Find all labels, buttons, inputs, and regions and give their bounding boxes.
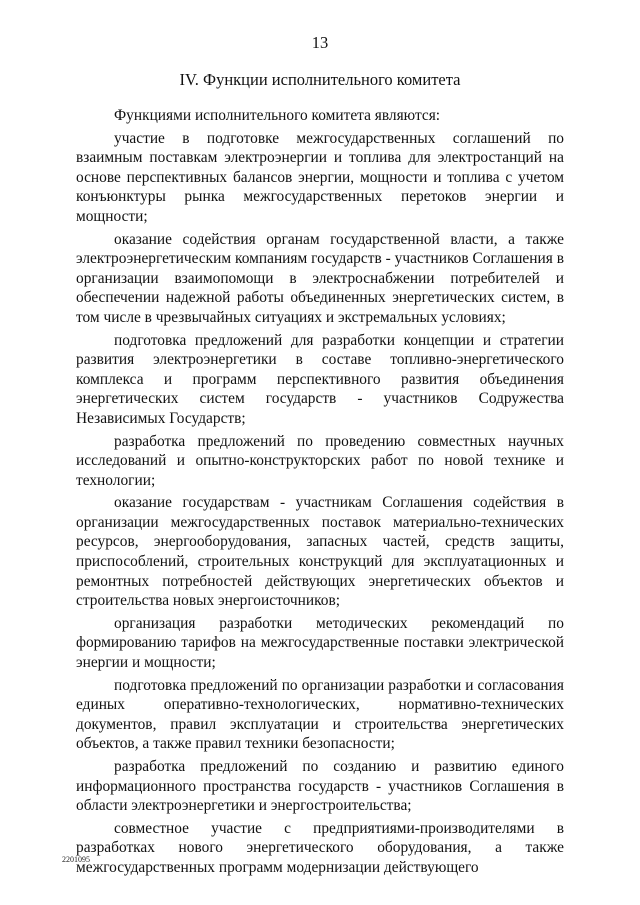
function-item-4: разработка предложений по проведению совместных научных исследований и опытно-конструкторских работ по новой технике и технологии; [76,432,564,489]
function-item-5: оказание государствам - участникам Соглашения содействия в организации межгосударственных поставок материально-технических ресурсов, энергооборудования, запасных частей, средств защиты, приспособлений, строительных конструкций для эксплуатационных и ремонтных потребностей действующих энергетических объектов и строительства новых энергоисточников; [76,494,564,610]
section-title: IV. Функции исполнительного комитета [179,70,461,89]
function-item-2: оказание содействия органам государственной власти, а также электроэнергетическим компаниям государств - участников Соглашения в организации взаимопомощи в электроснабжении потребителей и обеспечении надежной работы объединенных энергетических систем, в том числе в чрезвычайных ситуациях и экстремальных условиях; [76,230,564,326]
intro-paragraph: Функциями исполнительного комитета являются: [114,107,441,124]
function-item-8: разработка предложений по созданию и развитию единого информационного пространства государств - участников Соглашения в области электроэнергетики и энергостроительства; [76,758,564,815]
page-number: 13 [311,33,329,52]
function-item-6: организация разработки методических рекомендаций по формированию тарифов на межгосударственные поставки электрической энергии и мощности; [76,614,564,672]
document-body [76,106,564,878]
function-item-7: подготовка предложений по организации разработки и согласования единых оперативно-технологических, нормативно-технических документов, правил эксплуатации и строительства энергетических объектов, а также правил техники безопасности; [76,676,564,753]
function-item-1: участие в подготовке межгосударственных соглашений по взаимным поставкам электроэнергии и топлива для электростанций на основе перспективных балансов энергии, мощности и топлива с учетом конъюнктуры рынка межгосударственных перетоков энергии и мощности; [76,129,564,225]
function-item-9: совместное участие с предприятиями-производителями в разработках нового энергетического оборудования, а также межгосударственных программ модернизации действующего [76,819,564,876]
footer-document-code: 2201095 [62,855,90,864]
function-item-3: подготовка предложений для разработки концепции и стратегии развития электроэнергетики в составе топливно-энергетического комплекса и программ перспективного развития объединения энергетических систем государств - участников Содружества Независимых Государств; [76,331,564,427]
